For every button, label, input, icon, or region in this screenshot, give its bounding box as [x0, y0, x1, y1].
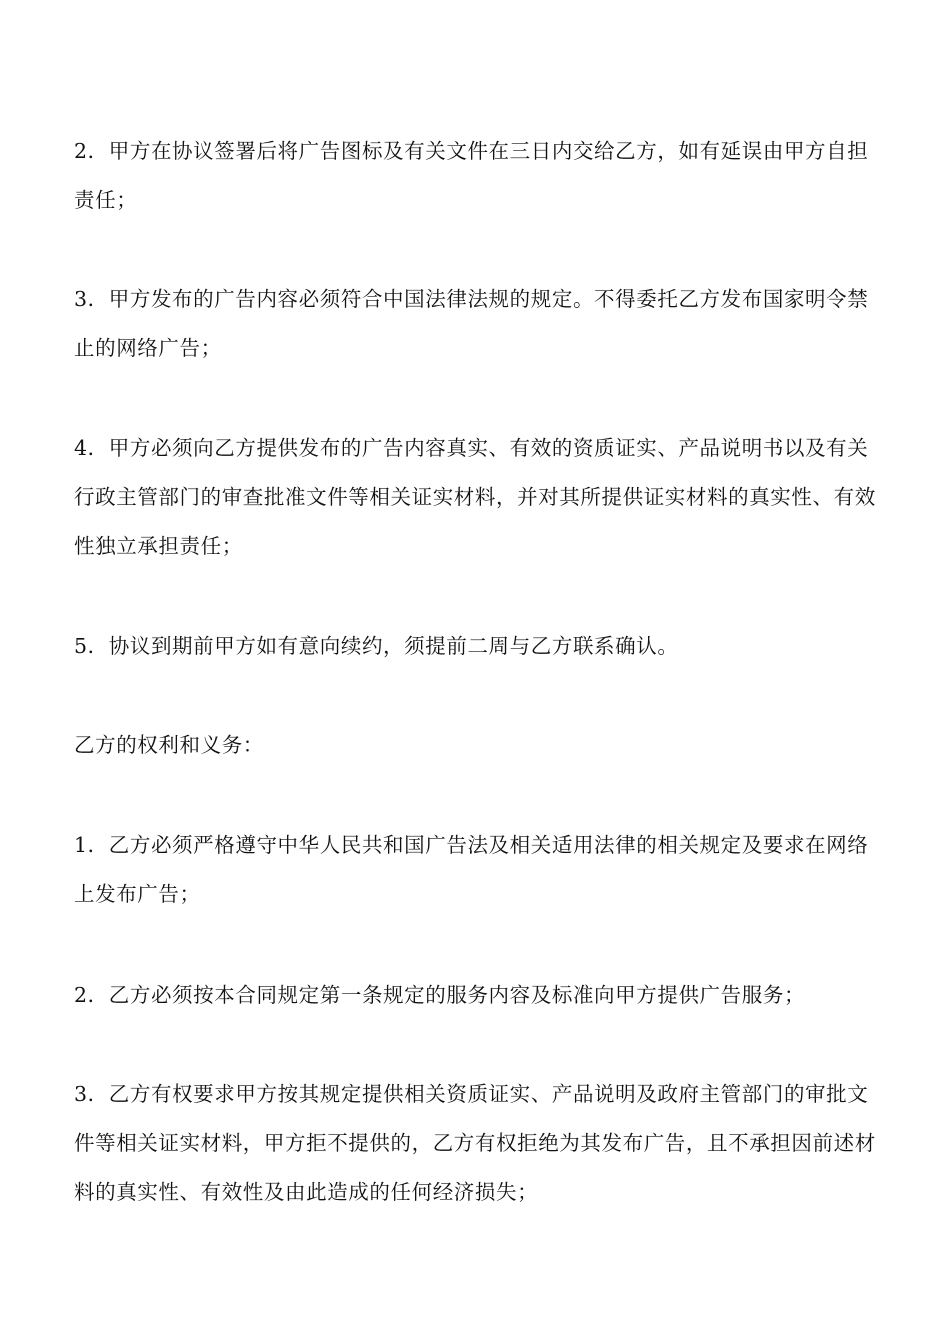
clause-party-a-5: 5．协议到期前甲方如有意向续约，须提前二周与乙方联系确认。 [74, 634, 679, 658]
section-heading-party-b: 乙方的权利和义务： [74, 733, 264, 757]
clause-party-b-3: 3．乙方有权要求甲方按其规定提供相关资质证实、产品说明及政府主管部门的审批文件等相关证实材料，甲方拒不提供的，乙方有权拒绝为其发布广告，且不承担因前述材料的真实性、有效性及由此造成的任何经济损失； [74, 1082, 876, 1204]
clause-party-a-4: 4．甲方必须向乙方提供发布的广告内容真实、有效的资质证实、产品说明书以及有关行政主管部门的审查批准文件等相关证实材料，并对其所提供证实材料的真实性、有效性独立承担责任； [74, 436, 876, 558]
clause-party-a-2: 2．甲方在协议签署后将广告图标及有关文件在三日内交给乙方，如有延误由甲方自担责任； [74, 139, 869, 212]
clause-party-b-2: 2．乙方必须按本合同规定第一条规定的服务内容及标准向甲方提供广告服务； [74, 983, 806, 1007]
clause-party-a-3: 3．甲方发布的广告内容必须符合中国法律法规的规定。不得委托乙方发布国家明令禁止的网络广告； [74, 287, 869, 360]
clause-party-b-1: 1．乙方必须严格遵守中华人民共和国广告法及相关适用法律的相关规定及要求在网络上发布广告； [74, 833, 869, 906]
